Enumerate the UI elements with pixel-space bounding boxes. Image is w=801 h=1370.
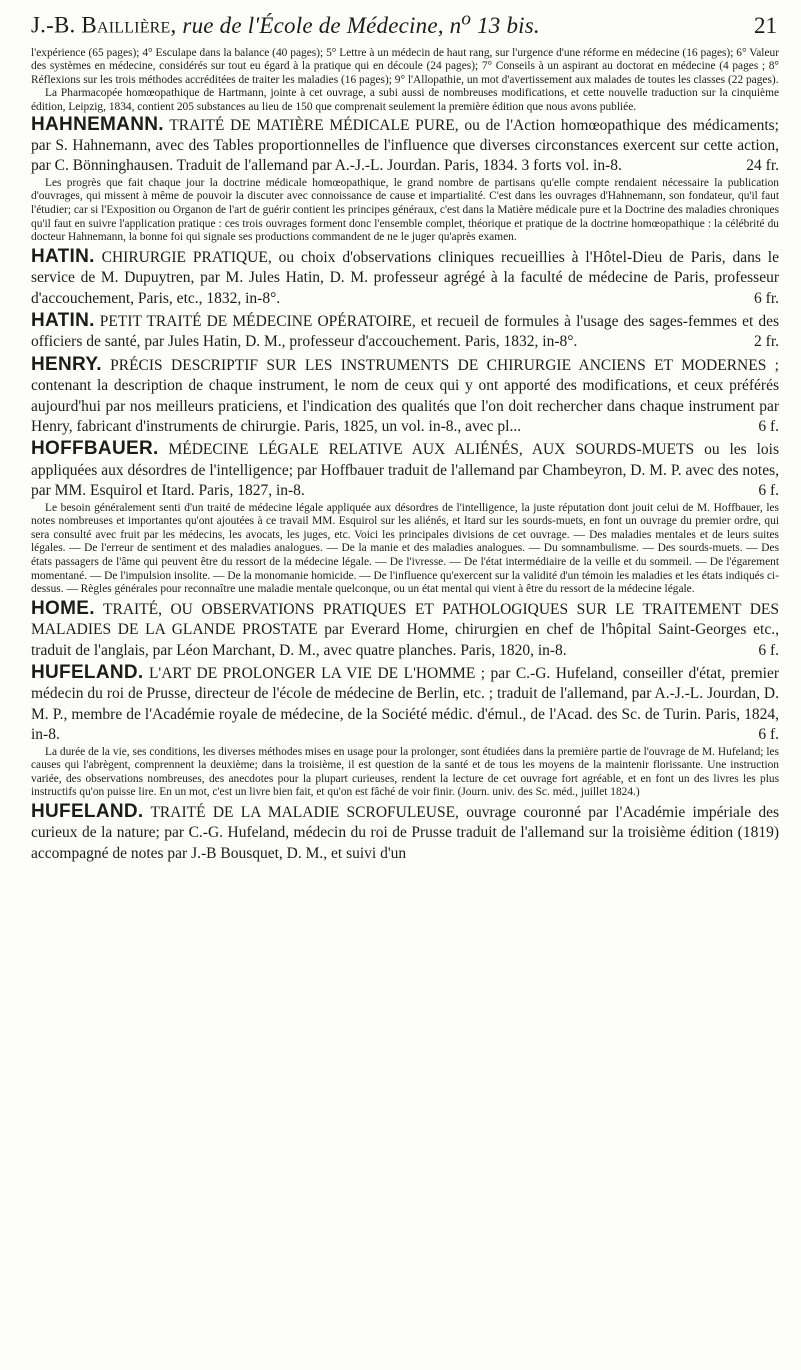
entry-body: MÉDECINE LÉGALE RELATIVE AUX ALIÉNÉS, AUX SOURDS-MUETS ou les lois appliquées aux désordres de l'intelligence; par Hoffbauer traduit de l'allemand par Chambeyron, D. M. P. avec des notes, par MM. Esquirol et Itard. Paris, 1827, in-8.: [31, 441, 779, 500]
entry-body: PETIT TRAITÉ DE MÉDECINE OPÉRATOIRE, et recueil de formules à l'usage des sages-femmes et des officiers de santé, par Jules Hatin, D. M., professeur d'accouchement. Paris, 1832, in-8°.: [31, 313, 779, 351]
entry-price: 24 fr.: [746, 157, 779, 175]
entry-body: CHIRURGIE PRATIQUE, ou choix d'observations cliniques recueillies à l'Hôtel-Dieu de Paris, dans le service de M. Dupuytren, par M. Jules Hatin, D. M. professeur agrégé à la faculté de médecine de Paris, professeur d'accouchement, Paris, etc., 1832, in-8°.: [31, 248, 779, 307]
running-head: [31, 4, 779, 41]
entry-price: 6 f.: [758, 641, 779, 659]
catalogue-entry: [31, 247, 779, 309]
entry-list: [31, 115, 779, 865]
entry-note: Le besoin généralement senti d'un traité de médecine légale appliquée aux désordres de l'intelligence, la juste réputation dont jouit celui de M. Hoffbauer, les notes nombreuses et importantes qu'ont ajoutées à ce travail MM. Esquirol sur les aliénés, et Itard sur les sourds-muets, en font un ouvrage du premier ordre, qui sera consulté avec fruit par les médecins, les avocats, les juges, etc. Voici les principales divisions de cet ouvrage. — Des maladies mentales et de leurs suites légales. — De l'erreur de sentiment et des maladies analogues. — De la manie et des maladies analogues. — Du somnambulisme. — Des sourds-muets. — Des états passagers de l'âme qui peuvent être du ressort de la médecine légale. — De l'ivresse. — De l'état intermédiaire de la veille et du sommeil. — De l'égarement momentané. — De l'impulsion insolite. — De la monomanie homicide. — De l'influence qu'exercent sur la validité d'un témoin les maladies et les états indiqués ci-dessus. — Règles générales pour reconnaître une maladie mentale quelconque, ou un état mental qui vient à être du ressort de la médecine légale.: [31, 501, 779, 596]
page-number: 21: [754, 12, 777, 38]
running-head-title: [31, 4, 540, 41]
entry-headword: HOFFBAUER.: [31, 438, 159, 460]
entry-headword: HATIN.: [31, 310, 95, 332]
catalogue-entry: [31, 355, 779, 438]
entry-headword: HATIN.: [31, 245, 95, 267]
entry-price: 2 fr.: [754, 333, 779, 351]
publisher-name: J.-B. Baillière,: [31, 12, 177, 38]
entry-headword: HENRY.: [31, 353, 102, 375]
entry-price: 6 fr.: [754, 289, 779, 307]
entry-headword: HUFELAND.: [31, 662, 144, 684]
entry-body: TRAITÉ DE LA MALADIE SCROFULEUSE, ouvrage couronné par l'Académie impériale des curieux de la nature; par C.-G. Hufeland, médecin du roi de Prusse traduit de l'allemand sur la troisième édition (1819) accompagné de notes par J.-B Bousquet, D. M., et suivi d'un: [31, 804, 779, 862]
intro-note: La Pharmacopée homœopathique de Hartmann, jointe à cet ouvrage, a subi aussi de nombreuses modifications, et cette nouvelle traduction sur la cinquième édition, Leipzig, 1834, contient 205 substances au lieu de 150 que comprenait seulement la première édition que nous avons publiée.: [31, 87, 779, 114]
catalogue-entry: [31, 802, 779, 864]
entry-note: Les progrès que fait chaque jour la doctrine médicale homœopathique, le grand nombre de partisans qu'elle compte rendaient nécessaire la publication d'ouvrages, qui missent à même de pouvoir la discuter avec connoissance de cause et impartialité. C'est dans les ouvrages d'Hahnemann, son fondateur, qu'il faut l'étudier; car si l'Exposition ou Organon de l'art de guérir contient les principes généraux, c'est dans la Matière médicale pure et la Doctrine des maladies chroniques qu'il faut en suivre l'application pratique : ces trois ouvrages forment donc l'ensemble complet, théorique et pratique de la doctrine homœopathique : la célébrité du docteur Hahnemann, la bonne foi qui signale ses productions commandent de ne le juger qu'après examen.: [31, 176, 779, 244]
entry-note: La durée de la vie, ses conditions, les diverses méthodes mises en usage pour la prolonger, sont étudiées dans la première partie de l'ouvrage de M. Hufeland; les causes qui l'abrègent, comprennent la deuxième; dans la troisième, il est question de la santé et de tous les moyens de la maintenir florissante. Une instruction variée, des observations nombreuses, des anecdotes pour la plupart curieuses, rendent la lecture de cet ouvrage fort agréable, et en font un des livres les plus instructifs qu'on puisse lire. En un mot, c'est un livre bien fait, et qu'on est fâché de voir finir. (Journ. univ. des Sc. méd., juillet 1824.): [31, 745, 779, 799]
entry-body: TRAITÉ DE MATIÈRE MÉDICALE PURE, ou de l'Action homœopathique des médicaments; par S. Hahnemann, avec des Tables proportionnelles de l'influence que diverses circonstances exercent sur cette action, par C. Bönninghausen. Traduit de l'allemand par A.-J.-L. Jourdan. Paris, 1834. 3 forts vol. in-8.: [31, 116, 779, 175]
entry-price: 6 f.: [758, 726, 779, 744]
entry-body: TRAITÉ, OU OBSERVATIONS PRATIQUES ET PATHOLOGIQUES SUR LE TRAITEMENT DES MALADIES DE LA GLANDE PROSTATE par Everard Home, chirurgien en chef de l'hôpital Saint-Georges etc., traduit de l'anglais, par Léon Marchant, D. M., avec quatre planches. Paris, 1820, in-8.: [31, 600, 779, 659]
catalogue-entry: [31, 115, 779, 177]
entry-headword: HAHNEMANN.: [31, 113, 164, 135]
catalogue-entry: [31, 439, 779, 501]
entry-price: 6 f.: [758, 482, 779, 500]
entry-body: L'ART DE PROLONGER LA VIE DE L'HOMME ; par C.-G. Hufeland, conseiller d'état, premier médecin du roi de Prusse, directeur de l'école de médecine de Berlin, etc. ; traduit de l'allemand, par A.-J.-L. Jourdan, D. M. P., membre de l'Académie royale de médecine, de la Société médic. d'émul., de l'Acad. des Sc. de Turin. Paris, 1824, in-8.: [31, 665, 779, 744]
intro-note: l'expérience (65 pages); 4° Esculape dans la balance (40 pages); 5° Lettre à un médecin de haut rang, sur l'urgence d'une réforme en médecine (16 pages); 6° Valeur des systèmes en médecine, considérés sur tout eu égard à la pratique qui en découle (24 pages); 7° Conseils à un aspirant au doctorat en médecine (4 pages ; 8° Réflexions sur les trois méthodes accréditées de traiter les maladies (16 pages); 9° l'Allopathie, un mot d'avertissement aux malades de toutes les classes (22 pages).: [31, 46, 779, 86]
entry-price: 6 f.: [758, 418, 779, 436]
entry-headword: HUFELAND.: [31, 801, 144, 823]
catalogue-entry: [31, 599, 779, 661]
catalogue-entry: [31, 663, 779, 746]
publisher-address: rue de l'École de Médecine, $n^o$ 13 bis.: [182, 8, 540, 38]
catalogue-entry: [31, 311, 779, 353]
entry-body: PRÉCIS DESCRIPTIF SUR LES INSTRUMENTS DE CHIRURGIE ANCIENS ET MODERNES ; contenant la description de chaque instrument, le nom de ceux qui y ont apporté des modifications, et ceux préférés aujourd'hui par nos meilleurs praticiens, et l'indication des qualités que l'on doit rechercher dans chaque instrument par Henry, fabricant d'instruments de chirurgie. Paris, 1825, un vol. in-8., avec pl...: [31, 356, 779, 436]
entry-headword: HOME.: [31, 597, 95, 619]
